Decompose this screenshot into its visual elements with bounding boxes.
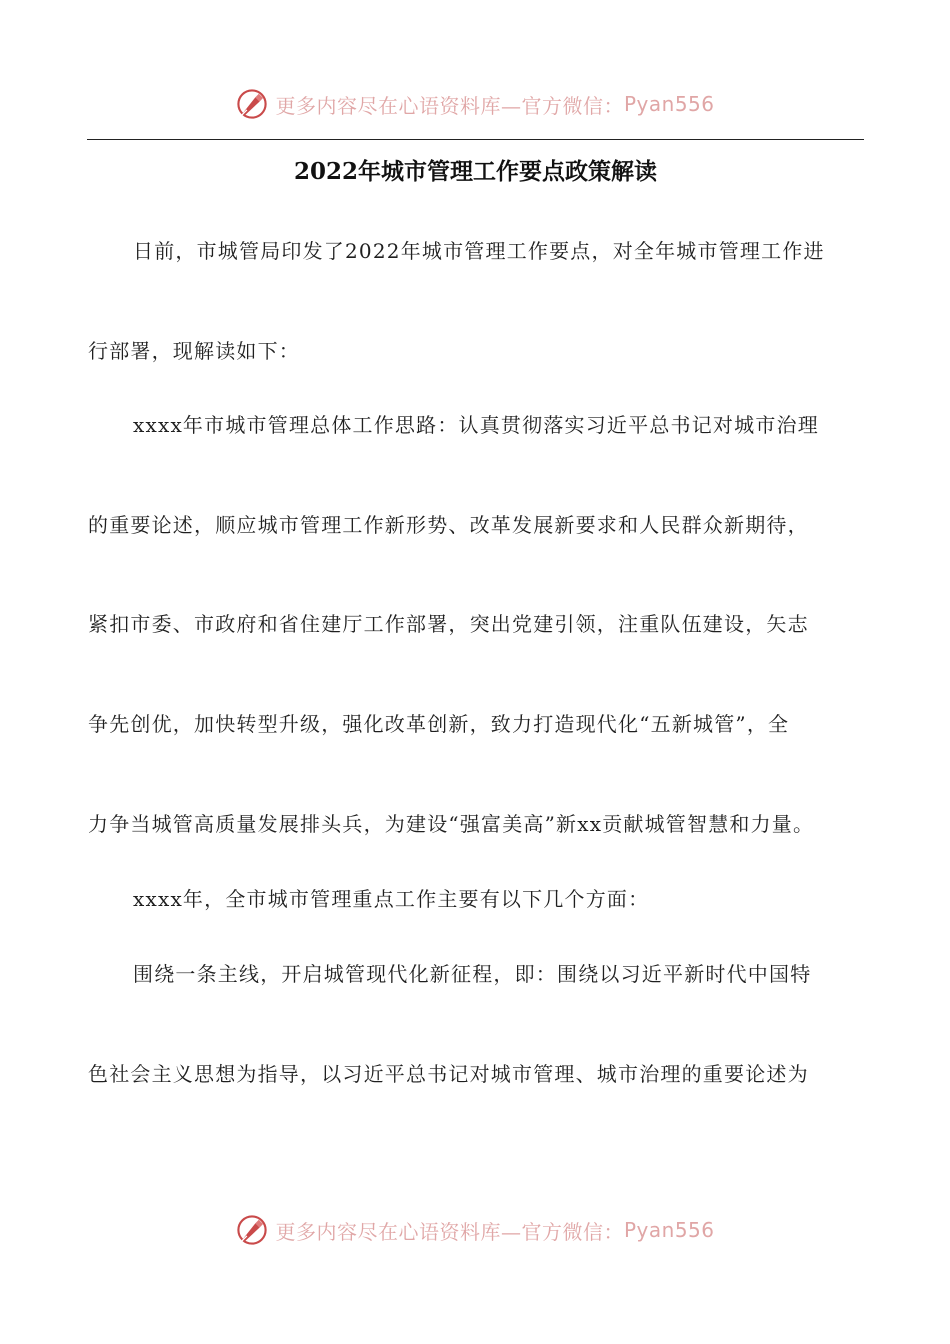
header-watermark	[0, 82, 950, 126]
body-line-10: 色社会主义思想为指导，以习近平总书记对城市管理、城市治理的重要论述为	[88, 1062, 809, 1086]
body-line-9: 围绕一条主线，开启城管现代化新征程，即：围绕以习近平新时代中国特	[133, 962, 812, 986]
body-line-7: 力争当城管高质量发展排头兵，为建设“强富美高”新xx贡献城管智慧和力量。	[88, 812, 815, 836]
pen-nib-logo-icon	[235, 1213, 269, 1247]
body-line-3: xxxx年市城市管理总体工作思路：认真贯彻落实习近平总书记对城市治理	[133, 413, 819, 437]
body-line-8: xxxx年，全市城市管理重点工作主要有以下几个方面：	[133, 887, 650, 911]
document-title: 2022年城市管理工作要点政策解读	[293, 158, 657, 185]
body-line-2: 行部署，现解读如下：	[88, 339, 300, 363]
body-line-4: 的重要论述，顺应城市管理工作新形势、改革发展新要求和人民群众新期待，	[88, 513, 809, 537]
body-line-6: 争先创优，加快转型升级，强化改革创新，致力打造现代化“五新城管”，全	[88, 712, 790, 736]
watermark-wechat-id: Pyan556	[623, 1218, 715, 1242]
pen-nib-logo-icon	[235, 87, 269, 121]
watermark-brand-text: 更多内容尽在心语资料库—官方微信：	[275, 93, 624, 118]
body-line-5: 紧扣市委、市政府和省住建厅工作部署，突出党建引领，注重队伍建设，矢志	[88, 612, 809, 636]
footer-watermark	[0, 1208, 950, 1252]
body-line-1: 日前，市城管局印发了2022年城市管理工作要点，对全年城市管理工作进	[133, 239, 825, 263]
header-divider	[87, 139, 864, 140]
watermark-wechat-id: Pyan556	[623, 92, 715, 116]
watermark-brand-text: 更多内容尽在心语资料库—官方微信：	[275, 1219, 624, 1244]
